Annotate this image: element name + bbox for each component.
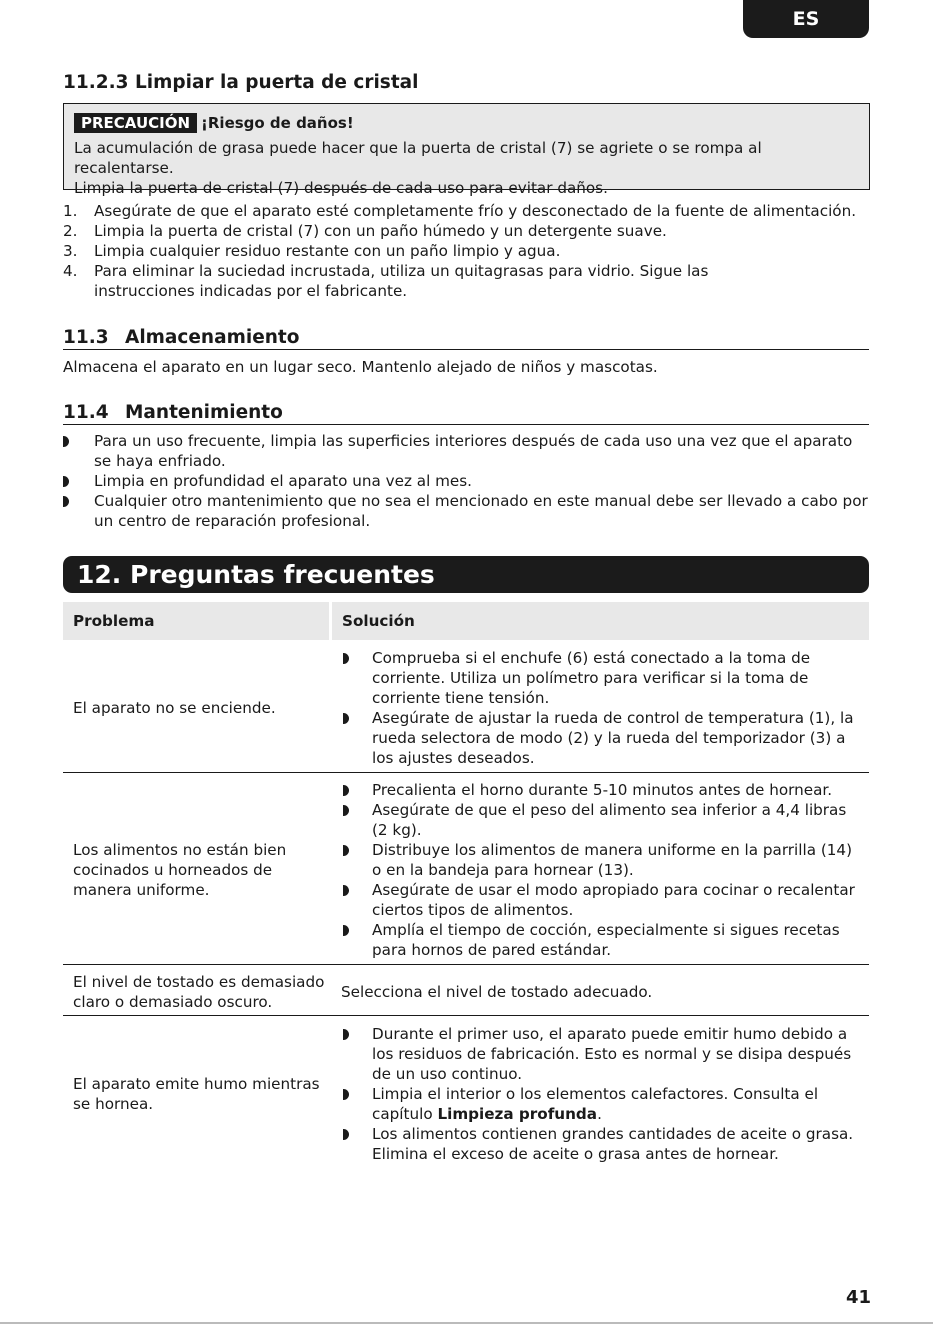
list-item: Limpia en profundidad el aparato una vez al mes.: [63, 471, 869, 491]
list-item: 3. Limpia cualquier residuo restante con un paño limpio y agua.: [63, 242, 561, 260]
bullet-icon: [343, 925, 349, 936]
list-item: Asegúrate de que el peso del alimento sea inferior a 4,4 libras (2 kg).: [341, 800, 861, 840]
bullet-icon: [343, 713, 349, 724]
bullet-icon: [63, 496, 69, 507]
bullet-icon: [343, 845, 349, 856]
storage-text: Almacena el aparato en un lugar seco. Mantenlo alejado de niños y mascotas.: [63, 358, 658, 376]
list-item: 2. Limpia la puerta de cristal (7) con un paño húmedo y un detergente suave.: [63, 222, 667, 240]
table-row-divider: [63, 1015, 869, 1016]
table-cell-problem: El aparato no se enciende.: [73, 699, 276, 717]
bullet-icon: [63, 436, 69, 447]
table-cell-solution: [341, 648, 861, 768]
caution-badge: PRECAUCIÓN: [74, 113, 197, 133]
caution-title: ¡Riesgo de daños!: [201, 114, 354, 132]
list-item: Asegúrate de ajustar la rueda de control de temperatura (1), la rueda selectora de modo (2) y la rueda del temporizador (3) a los ajustes deseados.: [341, 708, 861, 768]
table-cell-problem: Los alimentos no están bien cocinados u horneados de manera uniforme.: [73, 841, 287, 899]
language-tab: ES: [743, 0, 869, 38]
cross-reference-bold: Limpieza profunda: [437, 1105, 598, 1123]
list-item: 4. Para eliminar la suciedad incrustada, utiliza un quitagrasas para vidrio. Sigue las instrucciones indicadas por el fabricante.: [63, 262, 709, 300]
caution-box: [63, 103, 870, 197]
bullet-icon: [343, 885, 349, 896]
bullet-icon: [343, 1089, 349, 1100]
bullet-icon: [343, 785, 349, 796]
table-cell-problem: El nivel de tostado es demasiado claro o demasiado oscuro.: [73, 973, 325, 1011]
list-item: Cualquier otro mantenimiento que no sea el mencionado en este manual debe ser llevado a cabo por un centro de reparación profesional.: [63, 491, 869, 531]
bullet-icon: [63, 476, 69, 487]
bullet-icon: [343, 1129, 349, 1140]
table-cell-solution: [341, 1024, 861, 1164]
table-row-divider: [63, 772, 869, 773]
section-heading-11-3: 11.3 Almacenamiento: [63, 327, 869, 350]
section-heading-11-4: 11.4 Mantenimiento: [63, 402, 869, 425]
page-number: 41: [846, 1287, 872, 1308]
section-heading-11-2-3: 11.2.3 Limpiar la puerta de cristal: [63, 72, 419, 93]
column-header-problem: Problema: [63, 602, 329, 640]
bullet-icon: [343, 805, 349, 816]
caution-text-1: La acumulación de grasa puede hacer que la puerta de cristal (7) se agriete o se rompa al recalentarse.: [74, 139, 762, 177]
bullet-icon: [343, 1029, 349, 1040]
table-row-divider: [63, 964, 869, 965]
list-item: Durante el primer uso, el aparato puede emitir humo debido a los residuos de fabricación. Esto es normal y se disipa después de un uso continuo.: [341, 1024, 861, 1084]
table-cell-solution: Selecciona el nivel de tostado adecuado.: [341, 983, 653, 1001]
faq-heading: 12. Preguntas frecuentes: [63, 556, 869, 593]
caution-text-2: Limpia la puerta de cristal (7) después de cada uso para evitar daños.: [74, 179, 608, 197]
list-item: Asegúrate de usar el modo apropiado para cocinar o recalentar ciertos tipos de alimentos.: [341, 880, 861, 920]
list-item: Amplía el tiempo de cocción, especialmente si sigues recetas para hornos de pared estándar.: [341, 920, 861, 960]
maintenance-list: [63, 431, 869, 531]
column-header-solution: Solución: [332, 602, 869, 640]
cleaning-steps-list: [63, 201, 869, 301]
list-item: Comprueba si el enchufe (6) está conectado a la toma de corriente. Utiliza un polímetro para verificar si la toma de corriente tiene tensión.: [341, 648, 861, 708]
list-item: Para un uso frecuente, limpia las superficies interiores después de cada uso una vez que el aparato se haya enfriado.: [63, 431, 869, 471]
list-item: Precalienta el horno durante 5-10 minutos antes de hornear.: [341, 780, 861, 800]
list-item: Limpia el interior o los elementos calefactores. Consulta el capítulo Limpieza profunda.: [341, 1084, 861, 1124]
bullet-icon: [343, 653, 349, 664]
table-cell-solution: [341, 780, 861, 960]
list-item: Distribuye los alimentos de manera uniforme en la parrilla (14) o en la bandeja para hornear (13).: [341, 840, 861, 880]
list-item: Los alimentos contienen grandes cantidades de aceite o grasa. Elimina el exceso de aceite o grasa antes de hornear.: [341, 1124, 861, 1164]
list-item: 1. Asegúrate de que el aparato esté completamente frío y desconectado de la fuente de alimentación.: [63, 202, 857, 220]
table-cell-problem: El aparato emite humo mientras se hornea.: [73, 1075, 320, 1113]
